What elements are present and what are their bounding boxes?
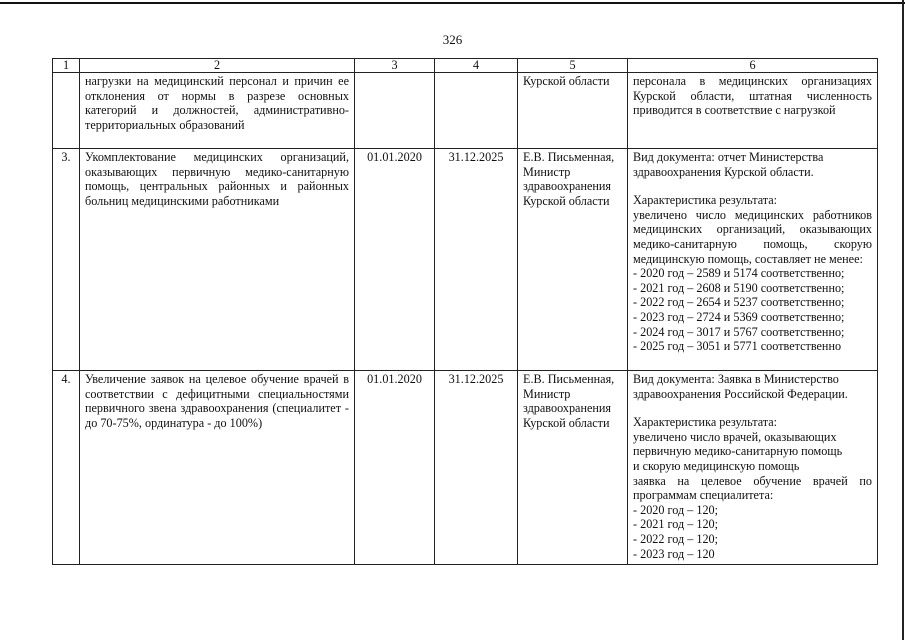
page-top-border [0, 2, 905, 4]
cell-result [628, 371, 878, 565]
result-header: Характеристика результата: [633, 415, 778, 430]
result-item: - 2022 год – 2654 и 5237 соответственно; [633, 295, 845, 310]
cell-num: 4. [53, 371, 80, 565]
result-item: - 2025 год – 3051 и 5771 соответственно [633, 339, 842, 354]
result-text: заявка на целевое обучение врачей по программам специалитета: [633, 473, 872, 503]
header-col-2: 2 [80, 59, 355, 73]
cell-description: Укомплектование медицинских организаций, оказывающих первичную медико-санитарную помощь, центральных районных и районных больниц медицинскими работниками [80, 149, 355, 371]
header-col-4: 4 [435, 59, 518, 73]
plan-table [52, 58, 878, 565]
result-line: первичную медико-санитарную помощь [633, 444, 843, 459]
cell-end-date: 31.12.2025 [435, 149, 518, 371]
table-row-continuation [53, 73, 878, 149]
cell-description: Увеличение заявок на целевое обучение врачей в соответствии с дефицитными специальностями первичного звена здравоохранения (специалитет - до 70-75%, ординатура - до 100%) [80, 371, 355, 565]
result-item: - 2024 год – 3017 и 5767 соответственно; [633, 324, 845, 339]
table-row-3 [53, 149, 878, 371]
result-line: и скорую медицинскую помощь [633, 458, 800, 473]
result-spacer [633, 179, 872, 193]
result-spacer [633, 401, 872, 415]
result-item: - 2021 год – 2608 и 5190 соответственно; [633, 280, 845, 295]
result-item: - 2023 год – 2724 и 5369 соответственно; [633, 309, 845, 324]
result-text: увеличено число медицинских работников медицинских организаций, оказывающих медико-санитарную помощь, скорую медицинскую помощь, составляет не менее: [633, 207, 872, 266]
page-number: 326 [442, 32, 463, 47]
table-row-4 [53, 371, 878, 565]
header-col-6: 6 [628, 59, 878, 73]
header-col-3: 3 [355, 59, 435, 73]
result-document: Вид документа: Заявка в Министерство здравоохранения Российской Федерации. [633, 372, 848, 401]
cell-result [628, 149, 878, 371]
result-document: Вид документа: отчет Министерства здравоохранения Курской области. [633, 150, 824, 179]
cell-end-date: 31.12.2025 [435, 371, 518, 565]
header-col-5: 5 [518, 59, 628, 73]
cell-result: персонала в медицинских организациях Курской области, штатная численность приводится в соответствие с нагрузкой [628, 73, 878, 149]
cell-responsible: Курской области [518, 73, 628, 149]
cell-end [435, 73, 518, 149]
cell-num [53, 73, 80, 149]
cell-responsible: Е.В. Письменная, Министр здравоохранения Курской области [518, 371, 628, 565]
cell-responsible: Е.В. Письменная, Министр здравоохранения Курской области [518, 149, 628, 371]
result-line: увеличено число врачей, оказывающих [633, 429, 837, 444]
table-header-row [53, 59, 878, 73]
cell-description: нагрузки на медицинский персонал и причин ее отклонения от нормы в разрезе основных категорий и должностей, административно-территориальных образований [80, 73, 355, 149]
cell-num: 3. [53, 149, 80, 371]
result-item: - 2023 год – 120 [633, 546, 715, 561]
result-item: - 2020 год – 2589 и 5174 соответственно; [633, 266, 845, 281]
result-item: - 2020 год – 120; [633, 502, 719, 517]
page-right-border [902, 0, 904, 640]
result-item: - 2022 год – 120; [633, 531, 719, 546]
cell-start-date: 01.01.2020 [355, 149, 435, 371]
cell-start-date: 01.01.2020 [355, 371, 435, 565]
result-header: Характеристика результата: [633, 193, 778, 208]
header-col-1: 1 [53, 59, 80, 73]
cell-start [355, 73, 435, 149]
result-item: - 2021 год – 120; [633, 517, 719, 532]
